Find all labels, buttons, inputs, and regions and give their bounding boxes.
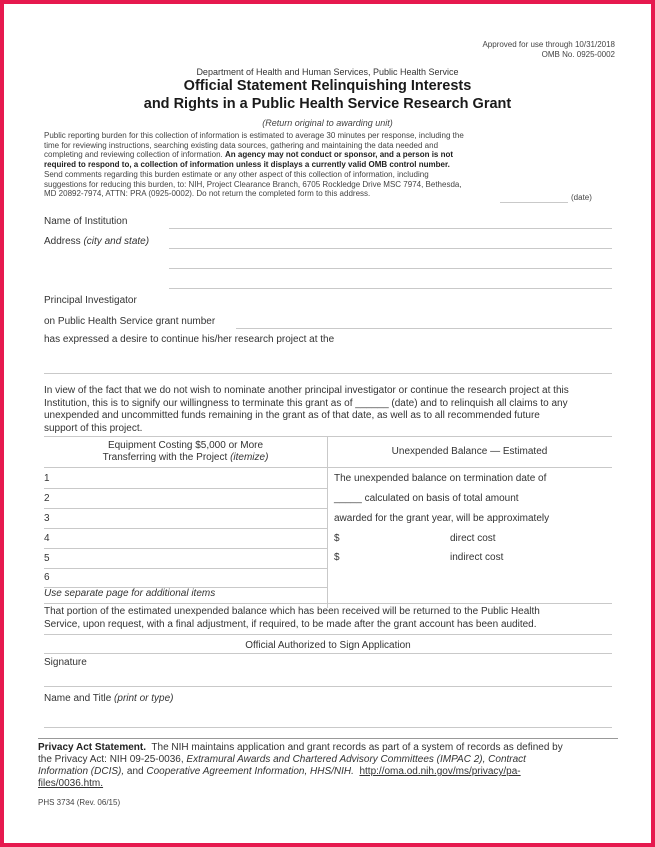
burden-line: suggestions for reducing this burden, to: NIH, Project Clearance Branch, 6705 Rockledge Drive MSC 7974, Bethesda, [44, 179, 462, 189]
section-divider [44, 634, 612, 635]
privacy-divider [38, 738, 618, 739]
pi-label: Principal Investigator [44, 295, 137, 306]
privacy-italic: Cooperative Agreement Information, HHS/NIH. [146, 766, 354, 777]
date-field[interactable] [500, 202, 568, 203]
item-number: 5 [44, 553, 50, 564]
return-note: (Return original to awarding unit) [262, 118, 393, 128]
privacy-line [38, 754, 563, 766]
dollar-sign: $ [334, 552, 340, 563]
item-number: 1 [44, 473, 50, 484]
burden-bold: An agency may not conduct or sponsor, and a person is not [225, 150, 454, 160]
grant-number-field[interactable] [236, 328, 612, 329]
address-hint: (city and state) [83, 236, 150, 247]
institution-label: Name of Institution [44, 216, 128, 227]
equipment-header-line1: Equipment Costing $5,000 or More [107, 440, 264, 451]
form-page [4, 4, 651, 843]
address-field-2[interactable] [169, 268, 612, 269]
equipment-header [44, 440, 327, 463]
date-label: (date) [571, 193, 592, 202]
approval-notice [482, 40, 615, 59]
item-field-2[interactable] [44, 508, 327, 509]
balance-header: Unexpended Balance — Estimated [391, 446, 548, 457]
project-location-field[interactable] [44, 373, 612, 374]
item-number: 2 [44, 493, 50, 504]
item-number: 3 [44, 513, 50, 524]
equipment-header-text: Transferring with the Project [102, 451, 228, 463]
burden-line: Public reporting burden for this collection of information is estimated to average 30 minutes per response, including the [44, 131, 464, 140]
privacy-link[interactable]: files/0036.htm. [38, 778, 104, 789]
address-label [44, 236, 149, 247]
signature-field[interactable] [44, 686, 612, 687]
form-id: PHS 3734 (Rev. 06/15) [38, 798, 121, 807]
equipment-header-line2 [44, 452, 327, 464]
item-number: 6 [44, 572, 50, 583]
balance-line: awarded for the grant year, will be approximately [334, 513, 550, 524]
balance-line: _____ calculated on basis of total amount [334, 493, 519, 504]
table-bottom-border [44, 603, 612, 604]
name-title-label [44, 693, 174, 704]
department-name: Department of Health and Human Services, Public Health Service [196, 67, 459, 77]
privacy-line [38, 778, 563, 790]
item-field-5[interactable] [44, 568, 327, 569]
privacy-line [38, 766, 563, 778]
signature-label: Signature [44, 657, 87, 668]
burden-line: Send comments regarding this burden estimate or any other aspect of this collection of information, including [44, 169, 429, 179]
item-field-4[interactable] [44, 548, 327, 549]
official-heading: Official Authorized to Sign Application [245, 640, 411, 651]
additional-items-note: Use separate page for additional items [44, 588, 216, 599]
statement-line: In view of the fact that we do not wish to nominate another principal investigator or continue the research project at this [44, 385, 569, 396]
desire-text: has expressed a desire to continue his/her research project at the [44, 334, 335, 345]
approved-date: Approved for use through 10/31/2018 [482, 40, 615, 49]
dollar-sign: $ [334, 533, 340, 544]
equipment-header-hint: (itemize) [230, 451, 269, 463]
name-title-text: Name and Title [44, 693, 112, 704]
burden-bold: required to respond to, a collection of information unless it displays a currently valid OMB control number. [44, 160, 450, 170]
address-field-1[interactable] [169, 248, 612, 249]
institution-field[interactable] [169, 228, 612, 229]
table-header-border [44, 467, 612, 468]
privacy-italic: Extramural Awards and Chartered Advisory Committees (IMPAC 2), Contract [186, 754, 526, 765]
form-title-line1: Official Statement Relinquishing Interests [183, 78, 472, 94]
termination-statement [44, 385, 569, 435]
balance-line: The unexpended balance on termination date of [334, 473, 547, 484]
form-title-line2: and Rights in a Public Health Service Research Grant [143, 96, 512, 112]
return-line: Service, upon request, with a final adjustment, if required, to be made after the grant account has been audited. [44, 618, 537, 630]
privacy-label: Privacy Act Statement. [38, 742, 147, 753]
privacy-text: The NIH maintains application and grant records as part of a system of records as defined by [151, 742, 563, 753]
privacy-link[interactable]: http://oma.od.nih.gov/ms/privacy/pa- [359, 766, 521, 777]
address-text: Address [44, 236, 81, 247]
table-top-border [44, 436, 612, 437]
burden-line [44, 150, 464, 160]
return-statement [44, 606, 540, 631]
item-field-1[interactable] [44, 488, 327, 489]
omb-number: OMB No. 0925-0002 [541, 49, 615, 59]
burden-line: MD 20892-7974, ATTN: PRA (0925-0002). Do not return the completed form to this address. [44, 189, 371, 199]
statement-line: unexpended and uncommitted funds remaining in the grant as of that date, as well as to all recommended future [44, 410, 540, 421]
indirect-cost-label: indirect cost [450, 552, 504, 563]
address-field-3[interactable] [169, 288, 612, 289]
burden-line: time for reviewing instructions, searching existing data sources, gathering and maintaining the data needed and [44, 140, 439, 150]
privacy-act-statement [38, 742, 563, 790]
grant-number-label: on Public Health Service grant number [44, 316, 216, 327]
burden-text: completing and reviewing collection of information. [44, 150, 223, 160]
privacy-line [38, 742, 563, 754]
table-divider [327, 436, 328, 608]
burden-statement [44, 131, 464, 199]
privacy-text: and [126, 766, 144, 777]
burden-line [44, 160, 464, 170]
statement-line: support of this project. [44, 422, 143, 434]
direct-cost-label: direct cost [450, 533, 496, 544]
name-title-hint: (print or type) [114, 693, 174, 704]
privacy-italic: Information (DCIS), [38, 766, 125, 777]
name-title-field[interactable] [44, 727, 612, 728]
privacy-text: the Privacy Act: NIH 09-25-0036, [38, 754, 184, 765]
return-line: That portion of the estimated unexpended balance which has been received will be returned to the Public Health [44, 606, 540, 617]
statement-line: Institution, this is to signify our willingness to terminate this grant as of ______ (date) and to relinquish all claims to any [44, 397, 568, 409]
item-number: 4 [44, 533, 50, 544]
official-divider [44, 653, 612, 654]
item-field-3[interactable] [44, 528, 327, 529]
